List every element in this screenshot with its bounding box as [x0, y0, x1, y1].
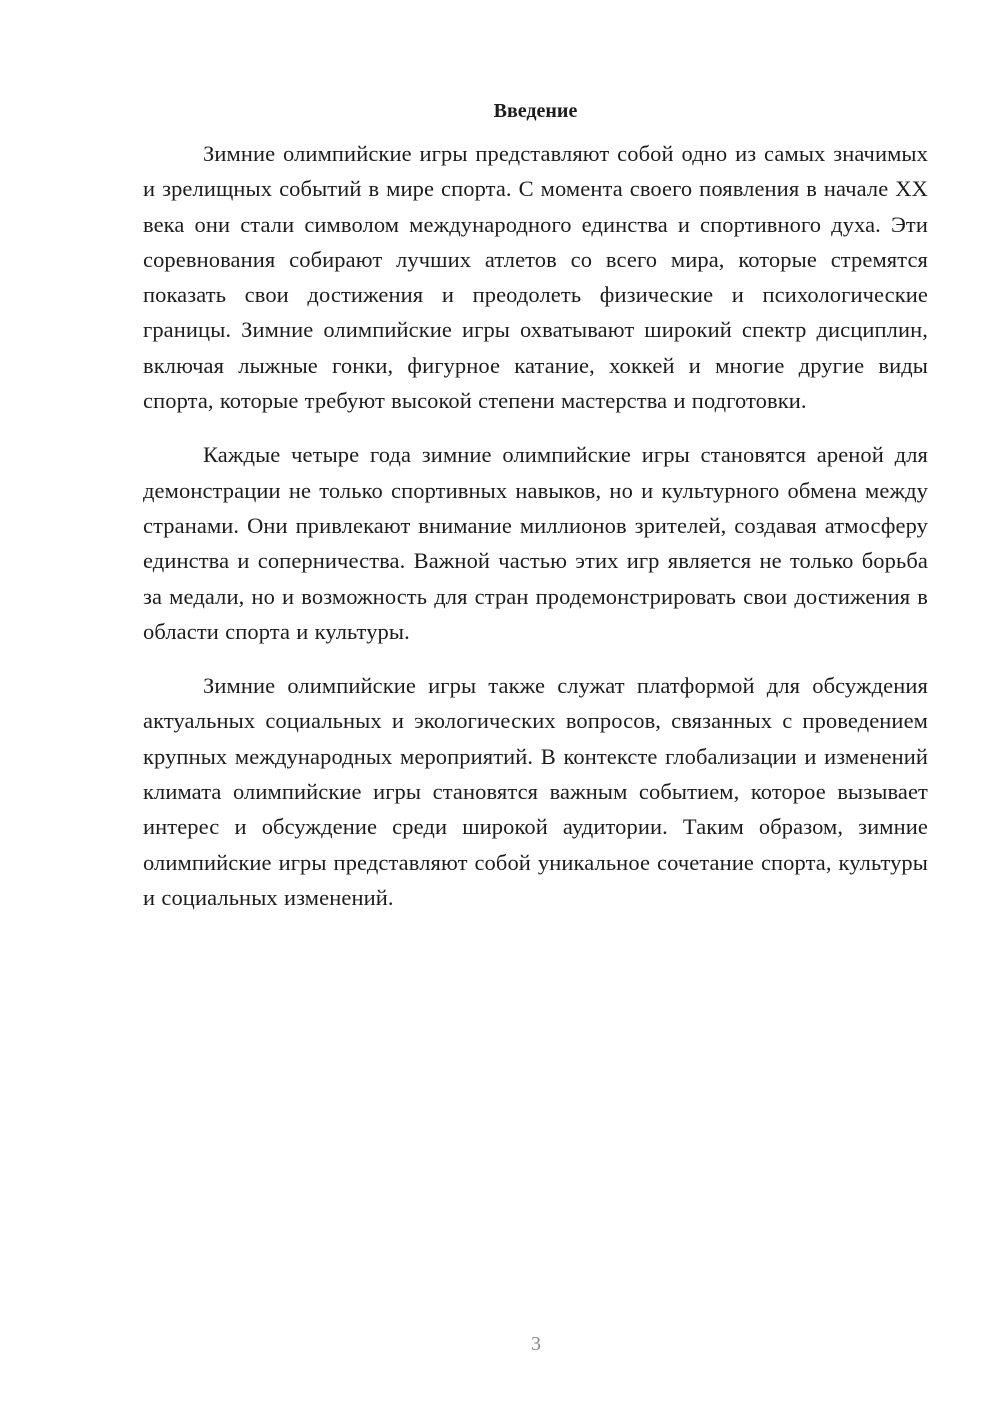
paragraph-2: Каждые четыре года зимние олимпийские игры становятся ареной для демонстрации не только спортивных навыков, но и культурного обмена между странами. Они привлекают внимание миллионов зрителей, создавая атмосферу единства и соперничества. Важной частью этих игр является не только борьба за медали, но и возможность для стран продемонстрировать свои достижения в области спорта и культуры.	[143, 442, 928, 644]
page-content	[143, 94, 928, 934]
section-title: Введение	[493, 100, 578, 122]
paragraph-1: Зимние олимпийские игры представляют собой одно из самых значимых и зрелищных событий в мире спорта. С момента своего появления в начале XX века они стали символом международного единства и спортивного духа. Эти соревнования собирают лучших атлетов со всего мира, которые стремятся показать свои достижения и преодолеть физические и психологические границы. Зимние олимпийские игры охватывают широкий спектр дисциплин, включая лыжные гонки, фигурное катание, хоккей и многие другие виды спорта, которые требуют высокой степени мастерства и подготовки.	[143, 141, 928, 414]
page-number: 3	[531, 1333, 541, 1355]
paragraph-3: Зимние олимпийские игры также служат платформой для обсуждения актуальных социальных и экологических вопросов, связанных с проведением крупных международных мероприятий. В контексте глобализации и изменений климата олимпийские игры становятся важным событием, которое вызывает интерес и обсуждение среди широкой аудитории. Таким образом, зимние олимпийские игры представляют собой уникальное сочетание спорта, культуры и социальных изменений.	[143, 673, 928, 910]
